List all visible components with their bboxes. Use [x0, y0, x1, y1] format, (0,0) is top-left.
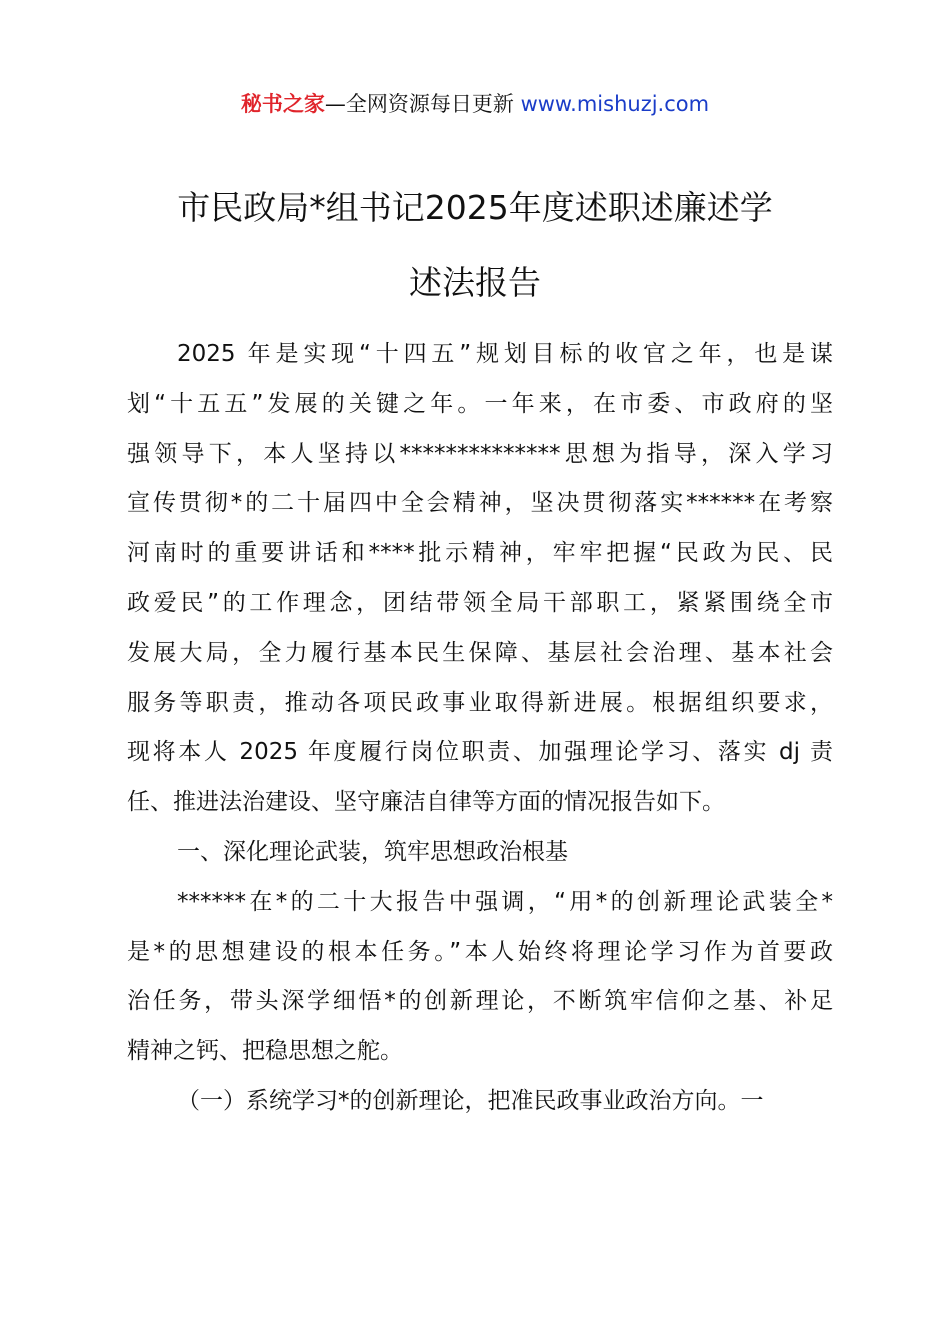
- paragraph-line: 政爱民”的工作理念，团结带领全局干部职工，紧紧围绕全市: [127, 589, 833, 616]
- paragraph-line: 强领导下，本人坚持以**************思想为指导，深入学习: [127, 440, 833, 467]
- paragraph-line: 宣传贯彻*的二十届四中全会精神，坚决贯彻落实******在考察: [127, 490, 833, 517]
- section-heading: 一、深化理论武装，筑牢思想政治根基: [177, 838, 568, 865]
- paragraph-line: （一）系统学习*的创新理论，把准民政事业政治方向。一: [177, 1087, 764, 1114]
- paragraph-line: ******在*的二十大报告中强调，“用*的创新理论武装全*: [177, 888, 833, 915]
- document-title-line-1: 市民政局*组书记2025年度述职述廉述学: [177, 188, 773, 227]
- paragraph-line: 划“十五五”发展的关键之年。一年来，在市委、市政府的坚: [127, 390, 833, 417]
- paragraph-line: 2025 年是实现“十四五”规划目标的收官之年，也是谋: [177, 341, 833, 367]
- site-url[interactable]: www.mishuzj.com: [520, 92, 710, 116]
- paragraph-line: 任、推进法治建设、坚守廉洁自律等方面的情况报告如下。: [127, 789, 725, 816]
- document-body: [127, 330, 833, 1127]
- paragraph-line: 治任务，带头深学细悟*的创新理论，不断筑牢信仰之基、补足: [127, 988, 833, 1015]
- document-title-line-2: 述法报告: [409, 263, 541, 302]
- header-tagline: —全网资源每日更新: [324, 92, 521, 116]
- paragraph-line: 服务等职责，推动各项民政事业取得新进展。根据组织要求，: [127, 689, 833, 716]
- brand-name: 秘书之家: [240, 92, 325, 116]
- paragraph-line: 河南时的重要讲话和****批示精神，牢牢把握“民政为民、民: [127, 540, 833, 567]
- paragraph-line: 现将本人 2025 年度履行岗位职责、加强理论学习、落实 dj 责: [127, 739, 833, 766]
- watermark-header: [0, 88, 950, 120]
- paragraph-line: 是*的思想建设的根本任务。”本人始终将理论学习作为首要政: [127, 938, 833, 965]
- paragraph-line: 发展大局，全力履行基本民生保障、基层社会治理、基本社会: [127, 639, 833, 666]
- paragraph-line: 精神之钙、把稳思想之舵。: [127, 1038, 403, 1065]
